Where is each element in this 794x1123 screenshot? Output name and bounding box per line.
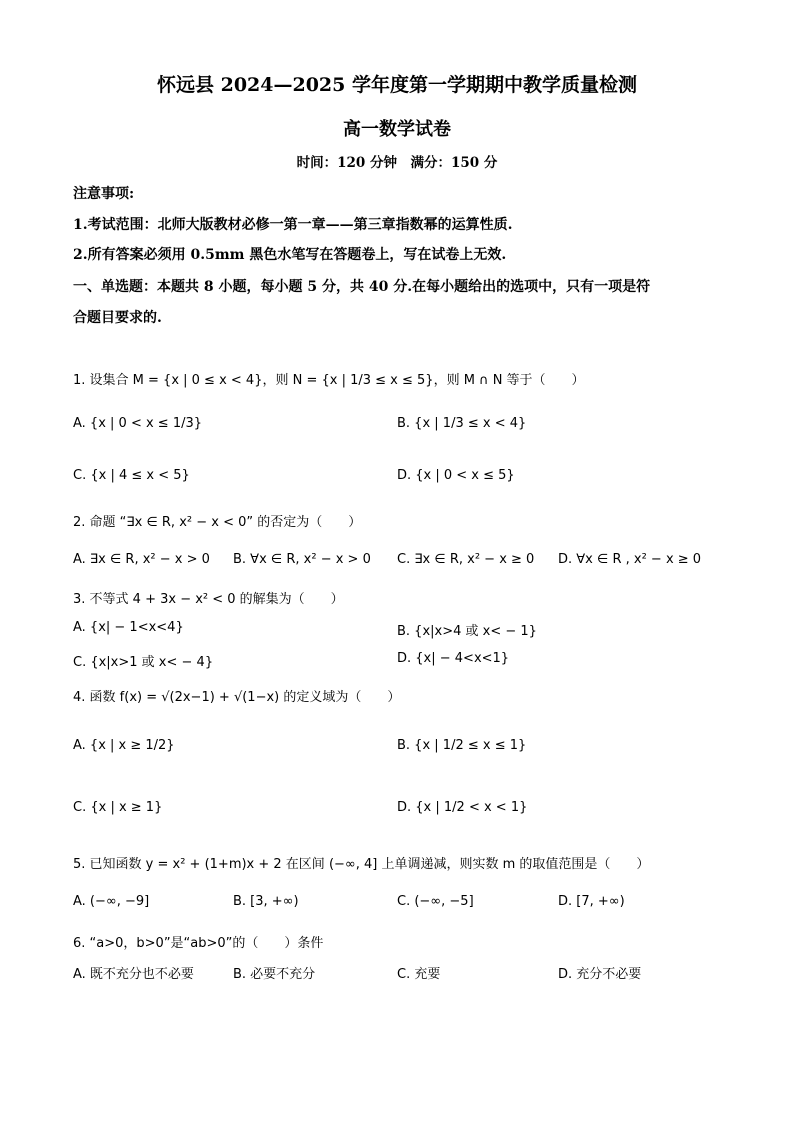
question-4-option-d: D. {x | 1/2 < x < 1}	[397, 800, 528, 815]
question-4-stem: 4. 函数 f(x) = √(2x−1) + √(1−x) 的定义域为（ ）	[73, 690, 401, 705]
question-3-option-d: D. {x| − 4<x<1}	[397, 651, 510, 666]
question-6-stem: 6. “a>0，b>0”是“ab>0”的（ ）条件	[73, 936, 324, 951]
question-2-option-b: B. ∀x ∈ R, x² − x > 0	[233, 552, 371, 567]
question-2-option-a: A. ∃x ∈ R, x² − x > 0	[73, 552, 210, 567]
note-item-1: 1.考试范围：北师大版教材必修一第一章——第三章指数幂的运算性质.	[73, 217, 513, 233]
question-5-option-a: A. (−∞, −9]	[73, 894, 150, 909]
question-5-option-c: C. (−∞, −5]	[397, 894, 474, 909]
question-2-stem: 2. 命题 “∃x ∈ R, x² − x < 0” 的否定为（ ）	[73, 515, 362, 530]
exam-subtitle: 高一数学试卷	[343, 119, 451, 140]
question-1-option-c: C. {x | 4 ≤ x < 5}	[73, 468, 190, 483]
question-1-option-d: D. {x | 0 < x ≤ 5}	[397, 468, 515, 483]
question-2-option-d: D. ∀x ∈ R , x² − x ≥ 0	[558, 552, 702, 567]
section-heading-line2: 合题目要求的.	[73, 310, 162, 326]
question-6-option-b: B. 必要不充分	[233, 967, 316, 982]
question-5-option-b: B. [3, +∞)	[233, 894, 299, 909]
question-3-option-b: B. {x|x>4 或 x< − 1}	[397, 624, 537, 639]
question-3-stem: 3. 不等式 4 + 3x − x² < 0 的解集为（ ）	[73, 592, 344, 607]
section-heading-line1: 一、单选题：本题共 8 小题，每小题 5 分，共 40 分.在每小题给出的选项中，只有一项是符	[73, 279, 651, 295]
question-5-option-d: D. [7, +∞)	[558, 894, 625, 909]
question-4-option-c: C. {x | x ≥ 1}	[73, 800, 163, 815]
question-5-stem: 5. 已知函数 y = x² + (1+m)x + 2 在区间 (−∞, 4] 上单调递减，则实数 m 的取值范围是（ ）	[73, 857, 650, 872]
question-4-option-b: B. {x | 1/2 ≤ x ≤ 1}	[397, 738, 527, 753]
question-1-option-a: A. {x | 0 < x ≤ 1/3}	[73, 416, 203, 431]
exam-title: 怀远县 2024—2025 学年度第一学期期中教学质量检测	[157, 74, 637, 96]
question-6-option-d: D. 充分不必要	[558, 967, 642, 982]
question-3-option-c: C. {x|x>1 或 x< − 4}	[73, 655, 214, 670]
question-6-option-c: C. 充要	[397, 967, 441, 982]
notes-heading: 注意事项:	[73, 186, 135, 202]
question-3-option-a: A. {x| − 1<x<4}	[73, 620, 184, 635]
question-1-option-b: B. {x | 1/3 ≤ x < 4}	[397, 416, 527, 431]
question-2-option-c: C. ∃x ∈ R, x² − x ≥ 0	[397, 552, 535, 567]
note-item-2: 2.所有答案必须用 0.5mm 黑色水笔写在答题卷上，写在试卷上无效.	[73, 247, 507, 263]
question-4-option-a: A. {x | x ≥ 1/2}	[73, 738, 175, 753]
question-6-option-a: A. 既不充分也不必要	[73, 967, 194, 982]
question-1-stem: 1. 设集合 M = {x | 0 ≤ x < 4}，则 N = {x | 1/3 ≤ x ≤ 5}，则 M ∩ N 等于（ ）	[73, 373, 585, 388]
exam-time-score: 时间：120 分钟 满分：150 分	[296, 155, 498, 171]
